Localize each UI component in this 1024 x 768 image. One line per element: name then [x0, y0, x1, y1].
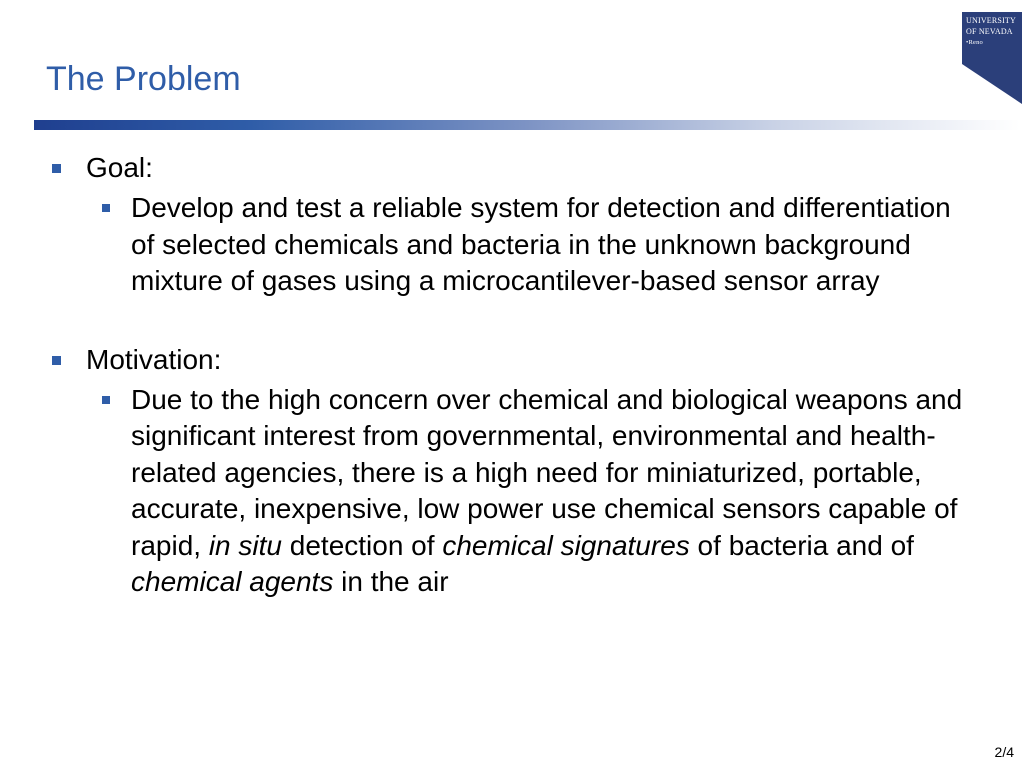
nevada-state-shape-icon — [962, 12, 1022, 104]
goal-heading: Goal: — [86, 152, 153, 183]
logo-text-line3: •Reno — [966, 39, 983, 46]
motivation-text-part3: of bacteria and of — [689, 529, 914, 561]
page-number: 2/4 — [994, 744, 1014, 760]
square-bullet-icon — [52, 356, 61, 365]
logo-text-line2: OF NEVADA — [966, 27, 1013, 36]
motivation-text-part1: Due to the high concern over chemical and biological weapons and significant interest from governmental, environmental and health-related agencies, there is a high need for miniaturized, portable, accurate, inexpensive, low power use chemical sensors capable of rapid, — [131, 383, 963, 561]
square-bullet-icon — [52, 164, 61, 173]
slide-body — [0, 150, 1024, 601]
motivation-text-part4: in the air — [333, 566, 449, 597]
sub-bullet-goal — [0, 190, 1024, 300]
title-divider — [34, 120, 1020, 130]
square-bullet-icon — [102, 204, 110, 212]
motivation-text-italic-in-situ: in situ — [208, 529, 282, 561]
motivation-heading: Motivation: — [86, 343, 222, 375]
square-bullet-icon — [102, 396, 110, 404]
goal-text: Develop and test a reliable system for detection and differentiation of selected chemicals and bacteria in the unknown background mixture of gases using a microcantilever-based sensor array — [131, 192, 951, 296]
sub-bullet-motivation — [0, 382, 1024, 601]
logo-text-line1: UNIVERSITY — [966, 16, 1016, 25]
motivation-text-part2: detection of — [281, 529, 443, 561]
motivation-text-italic-chemical-agents: chemical agents — [131, 566, 334, 597]
university-logo — [962, 12, 1022, 104]
bullet-motivation — [0, 342, 1024, 378]
slide-title: The Problem — [46, 60, 241, 98]
bullet-goal — [0, 150, 1024, 186]
motivation-text-italic-chemical-signatures: chemical signatures — [442, 529, 690, 561]
motivation-text — [131, 384, 962, 598]
